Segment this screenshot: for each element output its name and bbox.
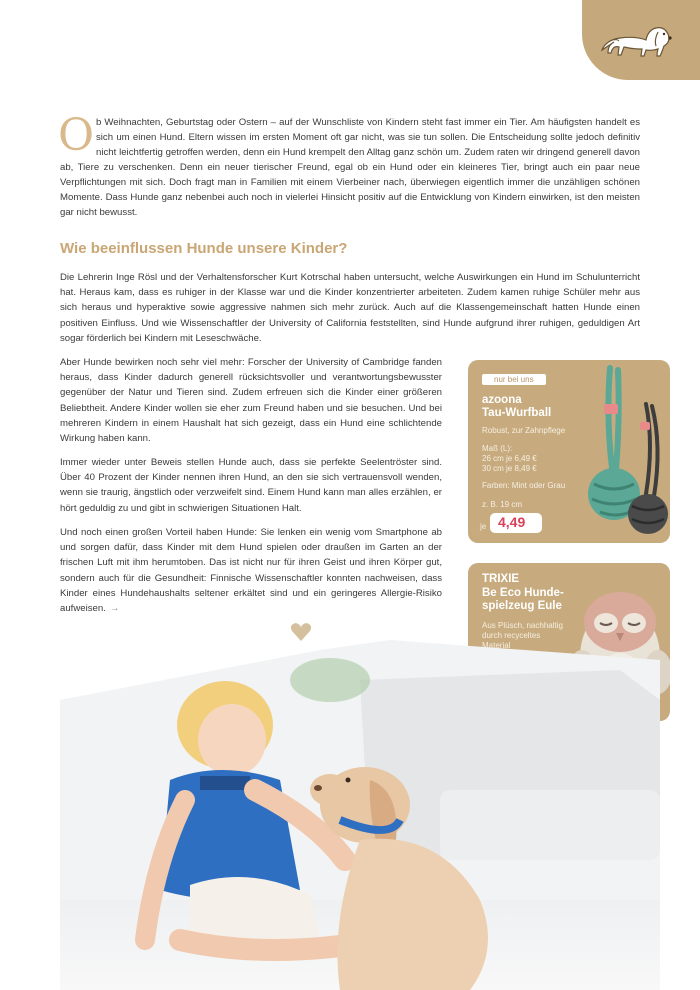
product-example-size: z. B. 19 cm xyxy=(482,500,523,509)
price-prefix: je xyxy=(480,522,487,531)
child-with-dog-photo xyxy=(60,640,660,990)
product-description-line-1: Aus Plüsch, nachhaltig xyxy=(482,621,563,630)
product-colors: Farben: Mint oder Grau xyxy=(482,481,566,490)
dog-icon xyxy=(594,14,674,64)
corner-tab xyxy=(582,0,700,80)
section-heading: Wie beeinflussen Hunde unsere Kinder? xyxy=(60,240,348,257)
price-tag xyxy=(490,513,542,533)
product-name-line-1: Be Eco Hunde- xyxy=(482,587,564,599)
product-name: Tau-Wurfball xyxy=(482,407,552,419)
exclusive-badge: nur bei uns xyxy=(482,374,546,385)
price-value: 4,49 xyxy=(498,514,526,530)
heart-icon xyxy=(290,622,312,642)
body-paragraph-1: Die Lehrerin Inge Rösl und der Verhaltensforscher Kurt Kotrschal haben untersucht, welche Auswirkungen ein Hund im Schulunterricht hat. Heraus kam, dass es ruhiger in der Klasse war und die Kinder konzentrierter arbeiteten. Zudem kamen ruhige Schüler mehr aus sich heraus und hyperaktive sowie aggressive nahmen sich mehr zurück. Auch auf die Klassengemeinschaft hatten Hunde einen positiven Einfluss. Und wie Wissenschaftler der University of California feststellten, sind Hunde aufgrund ihrer ruhigen, geduldigen Art sogar förderlich bei Kindern mit Leseschwäche. xyxy=(60,272,640,344)
intro-paragraph xyxy=(58,110,640,220)
drop-cap xyxy=(58,110,95,161)
product-size-label: Maß (L): xyxy=(482,444,513,453)
body-paragraph-3: Immer wieder unter Beweis stellen Hunde auch, dass sie perfekte Seelentröster sind. Über 40 Prozent der Kinder nennen ihren Hund, an den sie sich vertrauensvoll wenden, wenn sie traurig, ängstlich oder verzweifelt sind. Einem Hund kann man alles erzählen, er hört geduldig zu und gibt in schwierigen Situationen Halt. xyxy=(60,457,442,514)
rope-ball-toy-image xyxy=(580,364,670,539)
product-size-option-1: 26 cm je 6,49 € xyxy=(482,454,537,463)
product-card-tau-wurfball[interactable] xyxy=(468,360,670,543)
drop-cap-letter: O xyxy=(58,110,95,161)
intro-text: b Weihnachten, Geburtstag oder Ostern – auf der Wunschliste von Kindern steht fast immer ein Tier. Am häufigsten handelt es sich um einen Hund. Eltern wissen im ersten Moment oft gar nicht, was sie tun sollen. Die Entscheidung sollte jedoch definitiv nicht leichtfertig getroffen werden, denn ein Hund krempelt den Alltag ganz schön um. Zudem raten wir dringend generell davon ab, Tiere zu verschenken. Denn ein neuer tierischer Freund, egal ob ein Hund oder ein kleineres Tier, bringt auch ein paar neue Verpflichtungen mit sich. Doch fragt man in Familien mit einem Vierbeiner nach, überwiegen eigentlich immer die unzähligen schönen Momente. Dass Hunde ganz nebenbei auch noch in vielerlei Hinsicht positiv auf die Entwicklung von Kindern einwirken, ist den meisten gar nicht bewusst. xyxy=(60,117,640,218)
body-paragraph-2: Aber Hunde bewirken noch sehr viel mehr: Forscher der University of Cambridge fanden heraus, dass Kinder dadurch generell rücksichtsvoller und verantwortungsbewusster gegenüber der Natur und Tieren sind. Zudem erfreuen sich die Kinder einer größeren Beliebtheit. Andere Kinder wollen sie eher zum Freund haben und sie besuchen. Und bei mehreren Kindern in einem Haushalt hat sich gezeigt, dass ein Hund eine schlichtende Wirkung haben kann. xyxy=(60,357,442,445)
product-name-line-2: spielzeug Eule xyxy=(482,600,562,612)
continue-arrow-icon: → xyxy=(109,603,120,615)
product-size-option-2: 30 cm je 8,49 € xyxy=(482,464,537,473)
body-paragraph-4 xyxy=(60,525,442,616)
product-description: Robust, zur Zahnpflege xyxy=(482,426,566,435)
body-paragraph-4-text: Und noch einen großen Vorteil haben Hunde: Sie lenken ein wenig vom Smartphone ab und sorgen dafür, dass Kinder mit dem Hund spielen oder draußen im Garten an der frischen Luft mit ihm herumtoben. Das ist nicht nur für ihren Geist und ihren Körper gut, sondern auch für die Gesundheit: Finnische Wissenschaftler konnten nachweisen, dass Kinder eines Hundehaushalts seltener erkältet sind und ein geringeres Allergie-Risiko aufweisen. xyxy=(60,527,442,615)
product-description-line-3: Material xyxy=(482,641,511,650)
product-brand: azoona xyxy=(482,394,522,406)
product-description-line-2: durch recyceltes xyxy=(482,631,541,640)
product-brand: TRIXIE xyxy=(482,573,520,585)
